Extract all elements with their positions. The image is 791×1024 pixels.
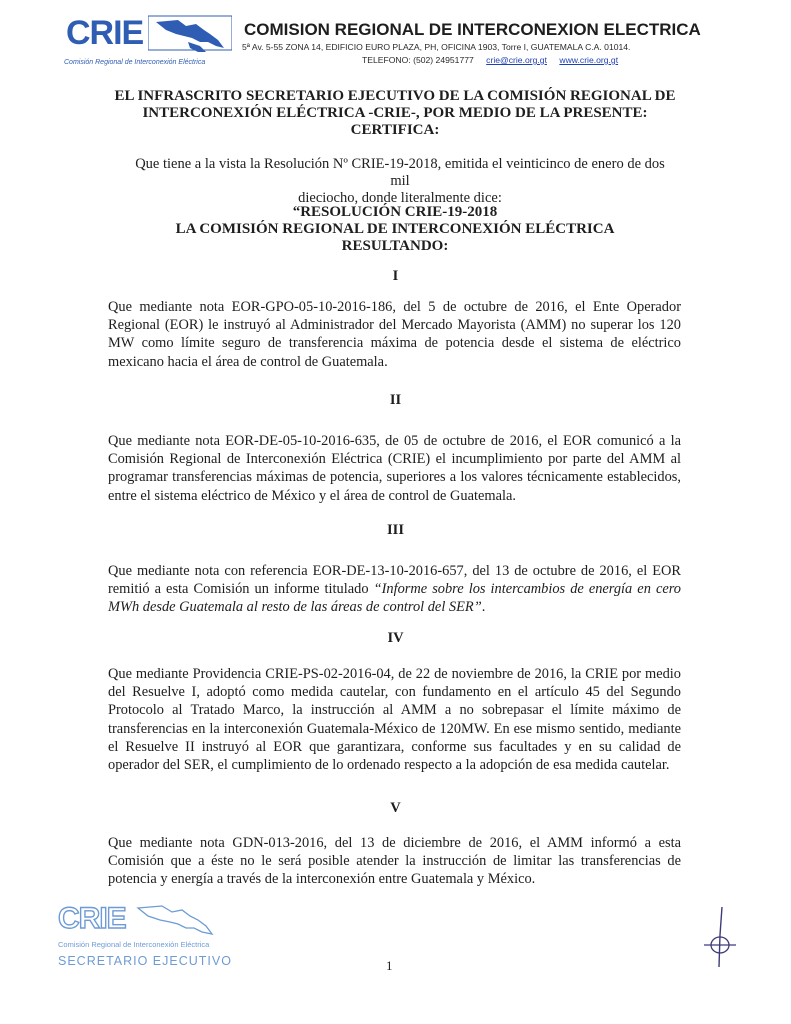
report-title: “Informe sobre los intercambios de energía en cero MWh desde Guatemala al resto de las áreas de control del SER” [108, 581, 681, 616]
section-paragraph [108, 562, 681, 617]
paragraph-text: Que mediante nota con referencia EOR-DE-13-10-2016-657, del 13 de octubre de 2016, el EOR remitió a esta Comisión un informe titulado [108, 563, 681, 598]
certification-heading [60, 88, 730, 139]
heading-line: LA COMISIÓN REGIONAL DE INTERCONEXIÓN ELÉCTRICA [175, 221, 615, 237]
intro-line: dieciocho, donde literalmente dice: [298, 190, 502, 206]
stamp-tagline: Comisión Regional de Interconexión Eléctrica [58, 940, 210, 949]
section-paragraph: Que mediante nota EOR-GPO-05-10-2016-186, del 5 de octubre de 2016, el Ente Operador Regional (EOR) le instruyó al Administrador del Mercado Mayorista (AMM) no superar los 120 MW como límite seguro de transferencia máxima de potencia desde el sistema de eléctrico mexicano hacia el área de control de Guatemala. [108, 299, 681, 370]
crie-logo [62, 12, 232, 70]
organization-contact [362, 55, 618, 65]
phone-number: TELEFONO: (502) 24951777 [362, 55, 474, 65]
letterhead [62, 8, 762, 72]
paragraph-text: . [481, 599, 486, 616]
certification-intro [130, 156, 670, 207]
logo-tagline: Comisión Regional de Interconexión Eléctrica [64, 59, 206, 66]
section-paragraph: Que mediante Providencia CRIE-PS-02-2016-04, de 22 de noviembre de 2016, la CRIE por medio del Resuelve I, adoptó como medida cautelar, con fundamento en el artículo 45 del Segundo Protocolo al Tratado Marco, la instrucción al AMM a no sobrepasar el límite máximo de transferencias en la interconexión Guatemala-México de 120MW. En ese mismo sentido, mediante el Resuelve II instruyó al EOR que garantizara, conforme sus facultades y en su calidad de operador del SER, el cumplimiento de lo ordenado respecto a la adopción de esa medida cautelar. [108, 666, 681, 774]
page-number: 1 [386, 958, 393, 973]
section-paragraph: Que mediante nota GDN-013-2016, del 13 de diciembre de 2016, el AMM informó a esta Comisión que a éste no le será posible atender la instrucción de limitar las transferencias de potencia y energía a través de la interconexión entre Guatemala y México. [108, 835, 681, 888]
heading-line: INTERCONEXIÓN ELÉCTRICA -CRIE-, POR MEDIO DE LA PRESENTE: [142, 105, 648, 121]
section-numeral: III [387, 522, 404, 538]
organization-name: COMISION REGIONAL DE INTERCONEXION ELECTRICA [244, 20, 701, 39]
section-numeral: V [390, 800, 401, 816]
resolution-heading [60, 204, 730, 255]
secretary-stamp [54, 900, 244, 974]
heading-line: CERTIFICA: [350, 122, 440, 138]
handwritten-initials-icon [700, 905, 740, 975]
heading-line: “RESOLUCIÓN CRIE-19-2018 [292, 204, 498, 220]
section-numeral: II [389, 392, 402, 408]
central-america-map-icon [148, 12, 232, 58]
email-link[interactable]: crie@crie.org.gt [486, 55, 547, 65]
heading-line: RESULTANDO: [341, 238, 449, 254]
section-numeral: I [392, 268, 399, 284]
central-america-map-icon [132, 900, 222, 940]
section-paragraph: Que mediante nota EOR-DE-05-10-2016-635, de 05 de octubre de 2016, el EOR comunicó a la Comisión Regional de Interconexión Eléctrica (CRIE) el incumplimiento por parte del AMM al programar transferencias máximas de potencia, superiores a los valores técnicamente establecidos, entre el sistema eléctrico de México y el área de control de Guatemala. [108, 433, 681, 504]
section-numeral: IV [387, 630, 404, 646]
organization-address: 5ª Av. 5-55 ZONA 14, EDIFICIO EURO PLAZA, PH, OFICINA 1903, Torre I, GUATEMALA C.A. 01014. [242, 42, 631, 52]
stamp-office: SECRETARIO EJECUTIVO [58, 954, 232, 968]
stamp-logo-text: CRIE [58, 902, 126, 935]
heading-line: EL INFRASCRITO SECRETARIO EJECUTIVO DE LA COMISIÓN REGIONAL DE [114, 88, 676, 104]
website-link[interactable]: www.crie.org.gt [559, 55, 619, 65]
logo-text: CRIE [66, 14, 144, 52]
intro-line: Que tiene a la vista la Resolución Nº CRIE-19-2018, emitida el veinticinco de enero de dos mil [135, 156, 665, 189]
